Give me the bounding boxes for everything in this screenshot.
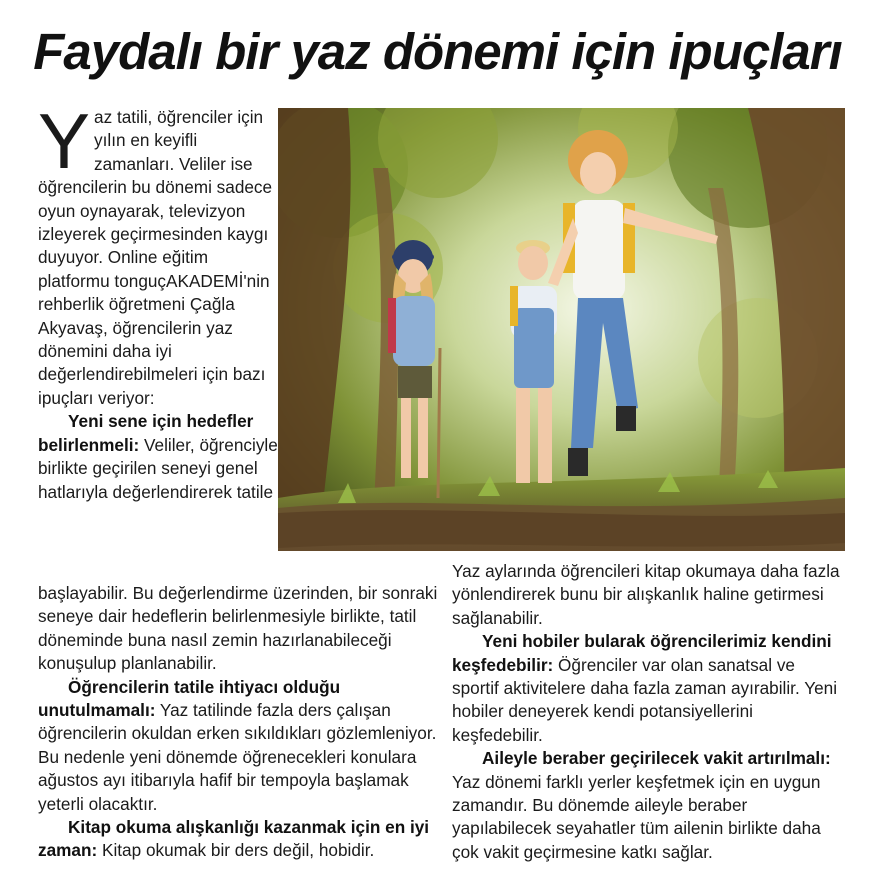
section-3-continued: Yaz aylarında öğrencileri kitap okumaya daha fazla yönlendirerek bunu bir alışkanlık haline getirmesi sağlanabilir. xyxy=(452,561,840,628)
dropcap: Y xyxy=(38,97,91,185)
section-1-continued: başlayabilir. Bu değerlendirme üzerinden, bir sonraki seneye dair hedeflerin belirlenmesiyle birlikte, tatil döneminde buna nasıl zemin hazırlanabileceği konuşulup planlanabilir. xyxy=(38,583,438,674)
section-heading: Yeni sene için hedefler belirlenmeli: xyxy=(38,411,254,455)
article-photo xyxy=(278,108,845,551)
section-heading: Öğrencilerin tatile ihtiyacı olduğu unutulmamalı: xyxy=(38,676,341,721)
headline: Faydalı bir yaz dönemi için ipuçları xyxy=(33,23,842,80)
section-1 xyxy=(38,410,278,504)
section-body-start: Veliler, öğrenciyle birlikte geçirilen seneyi genel hatlarıyla değerlendirerek tatile xyxy=(38,434,278,502)
section-4 xyxy=(452,630,842,747)
section-body: Yaz dönemi farklı yerler keşfetmek için en uygun zamandır. Bu dönemde aileyle beraber yapılabilecek seyahatler tüm ailenin birlikte daha çok vakit geçirmesine katkı sağlar. xyxy=(452,771,821,862)
section-body: Öğrenciler var olan sanatsal ve sportif aktivitelere daha fazla zaman ayırabilir. Yeni hobiler deneyerek kendi potansiyellerini keşfedebilir. xyxy=(452,654,838,745)
article-column-left-lower xyxy=(38,582,438,863)
intro-paragraph xyxy=(38,97,278,410)
section-heading: Yeni hobiler bularak öğrencilerimiz kendini keşfedebilir: xyxy=(452,631,832,675)
section-body: Kitap okumak bir ders değil, hobidir. xyxy=(102,840,375,861)
section-body: Yaz tatilinde fazla ders çalışan öğrencilerin okuldan erken sıkıldıkları gözlemleniyor. Bu nedenle yeni dönemde öğrenecekleri konulara ağustos ayı itibarıyla hafif bir tempoyla başlamak yeterli olacaktır. xyxy=(38,700,437,814)
section-2 xyxy=(38,676,438,816)
section-3 xyxy=(38,816,438,863)
intro-text: az tatili, öğrenciler için yılın en keyifli zamanları. Veliler ise öğrencilerin bu dönemi sadece oyun oynayarak, televizyon izleyerek geçirmesinden kaygı duyuyor. Online eğitim platformu tonguçAKADEMİ'nin rehberlik öğretmeni Çağla Akyavaş, öğrencilerin yaz dönemini daha iyi değerlendirebilmeleri için bazı ipuçları veriyor: xyxy=(38,107,273,408)
forest-hiking-children-image xyxy=(278,108,845,551)
section-heading: Kitap okuma alışkanlığı kazanmak için en iyi zaman: xyxy=(38,817,430,861)
section-5 xyxy=(452,747,842,864)
article-column-left xyxy=(38,97,278,504)
section-heading: Aileyle beraber geçirilecek vakit artırılmalı: xyxy=(482,748,831,769)
article-column-right xyxy=(452,560,842,864)
